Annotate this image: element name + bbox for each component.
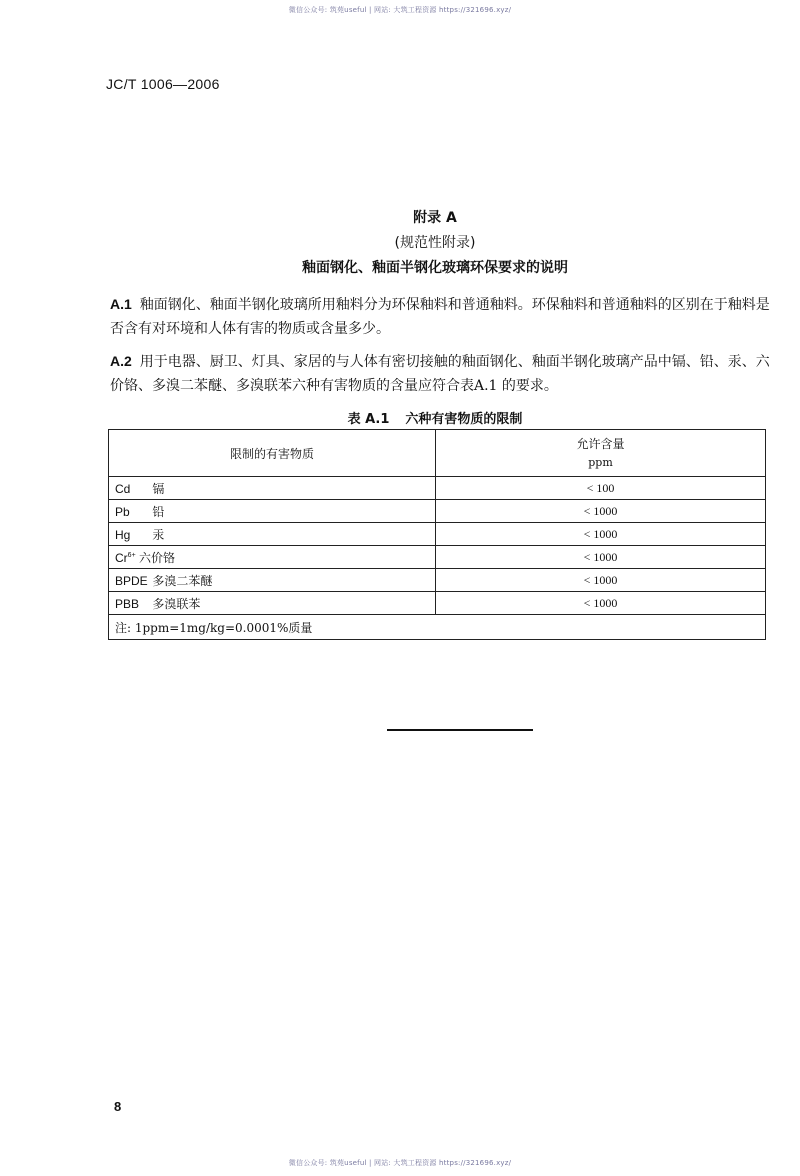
page-number: 8 xyxy=(114,1099,122,1114)
appendix-subject: 釉面钢化、釉面半钢化玻璃环保要求的说明 xyxy=(302,260,568,276)
limit-cell: < 1000 xyxy=(436,500,766,523)
substance-name: 多溴二苯醚 xyxy=(152,573,213,588)
header-limit-unit: ppm xyxy=(588,456,613,469)
substance-name: 六价铬 xyxy=(139,550,176,565)
appendix-type: (规范性附录) xyxy=(394,235,476,251)
substance-code: PBB xyxy=(115,596,140,611)
substance-cell xyxy=(109,546,436,569)
substance-name: 镉 xyxy=(152,481,165,496)
substance-cell xyxy=(109,569,436,592)
clause-a1-number: A.1 xyxy=(110,296,132,312)
top-watermark: 微信公众号: 筑苑useful | 网站: 大筑工程资源 https://321696.xyz/ xyxy=(288,6,512,14)
document-code: JC/T 1006—2006 xyxy=(106,76,220,92)
substance-code: Pb xyxy=(115,504,130,519)
substance-superscript: 6+ xyxy=(127,551,136,559)
table-row xyxy=(109,523,766,546)
table-note: 注: 1ppm=1mg/kg=0.0001%质量 xyxy=(109,615,766,640)
table-row xyxy=(109,500,766,523)
table-caption xyxy=(0,408,800,427)
substance-code: Hg xyxy=(115,527,131,542)
substance-cell xyxy=(109,500,436,523)
substance-code: Cr xyxy=(115,550,128,565)
clause-a2-number: A.2 xyxy=(110,353,132,369)
limit-cell: < 1000 xyxy=(436,523,766,546)
header-substance: 限制的有害物质 xyxy=(109,430,436,477)
substance-cell xyxy=(109,592,436,615)
limit-cell: < 1000 xyxy=(436,592,766,615)
end-of-document-rule xyxy=(387,729,533,731)
table-note-row xyxy=(109,615,766,640)
table-row xyxy=(109,477,766,500)
substance-name: 多溴联苯 xyxy=(152,596,201,611)
table-row xyxy=(109,546,766,569)
substance-cell xyxy=(109,477,436,500)
substance-code: BPDE xyxy=(115,573,148,588)
bottom-watermark: 微信公众号: 筑苑useful | 网站: 大筑工程资源 https://321696.xyz/ xyxy=(288,1159,512,1167)
clause-a2-text: 用于电器、厨卫、灯具、家居的与人体有密切接触的釉面钢化、釉面半钢化玻璃产品中镉、铅、汞、六价铬、多溴二苯醚、多溴联苯六种有害物质的含量应符合表A.1 的要求。 xyxy=(110,354,770,394)
substance-code: Cd xyxy=(115,481,131,496)
limit-cell: < 100 xyxy=(436,477,766,500)
limit-cell: < 1000 xyxy=(436,546,766,569)
clause-a1-text: 釉面钢化、釉面半钢化玻璃所用釉料分为环保釉料和普通釉料。环保釉料和普通釉料的区别在于釉料是否含有对环境和人体有害的物质或含量多少。 xyxy=(110,297,770,337)
header-limit xyxy=(436,430,766,477)
hazardous-substance-table xyxy=(108,429,766,640)
clause-a1 xyxy=(110,292,770,341)
clause-a2 xyxy=(110,349,770,398)
table-header-row xyxy=(109,430,766,477)
substance-name: 汞 xyxy=(152,527,165,542)
table-caption-title: 六种有害物质的限制 xyxy=(405,412,523,427)
table-caption-number: 表 A.1 xyxy=(347,412,390,427)
substance-name: 铅 xyxy=(152,504,165,519)
substance-cell xyxy=(109,523,436,546)
limit-cell: < 1000 xyxy=(436,569,766,592)
header-limit-label: 允许含量 xyxy=(576,437,625,451)
table-row xyxy=(109,592,766,615)
appendix-title: 附录 A xyxy=(413,210,457,226)
table-row xyxy=(109,569,766,592)
